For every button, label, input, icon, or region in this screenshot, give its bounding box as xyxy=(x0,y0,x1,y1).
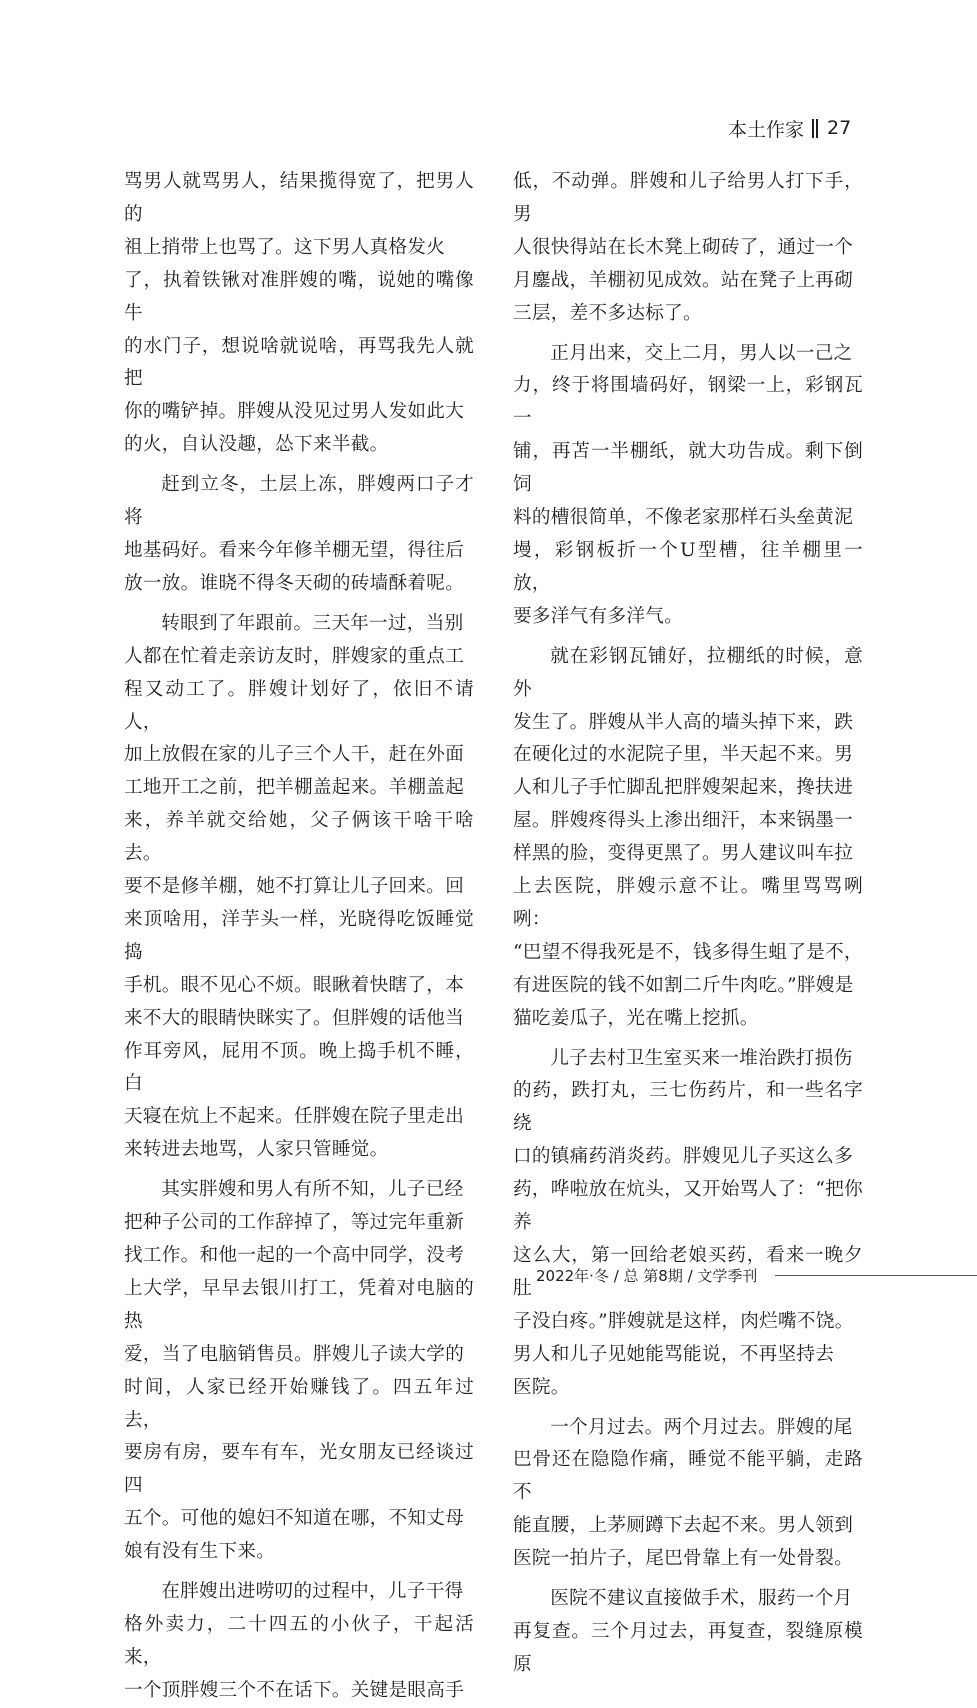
paragraph: 转眼到了年跟前。三天年一过，当别 人都在忙着走亲访友时，胖嫂家的重点工 程又动工了。胖嫂计划好了，依旧不请人， 加上放假在家的儿子三个人干，赶在外面 工地开工之前，把羊棚盖起来。羊棚盖起 来，养羊就交给她，父子俩该干啥干啥去。 要不是修羊棚，她不打算让儿子回来。回 来顶啥用，洋芋头一样，光晓得吃饭睡觉捣 手机。眼不见心不烦。眼瞅着快瞎了，本 来不大的眼睛快眯实了。但胖嫂的话他当 作耳旁风，屁用不顶。晚上捣手机不睡，白 天寝在炕上不起来。任胖嫂在院子里走出 来转进去地骂，人家只管睡觉。 xyxy=(124,612,474,1161)
paragraph: 其实胖嫂和男人有所不知，儿子已经 把种子公司的工作辞掉了，等过完年重新 找工作。和他一起的一个高中同学，没考 上大学，早早去银川打工，凭着对电脑的热 爱，当了电脑销售员。胖嫂儿子读大学的 时间，人家已经开始赚钱了。四五年过去， 要房有房，要车有车，光女朋友已经谈过四 五个。可他的媳妇不知道在哪，不知丈母 娘有没有生下来。 xyxy=(124,1179,474,1563)
paragraph: 医院不建议直接做手术，服药一个月 再复查。三个月过去，再复查，裂缝原模原 xyxy=(513,1588,863,1675)
header-separator xyxy=(812,119,818,138)
paragraph: 正月出来，交上二月，男人以一己之 力，终于将围墙码好，钢梁一上，彩钢瓦一 铺，再苫一半棚纸，就大功告成。剩下倒饲 料的槽很简单，不像老家那样石头垒黄泥 墁，彩钢板折一个U型槽，往羊棚里一放， 要多洋气有多洋气。 xyxy=(513,342,863,627)
left-column xyxy=(124,166,474,1708)
section-title: 本土作家 xyxy=(728,118,805,141)
paragraph: 就在彩钢瓦铺好，拉棚纸的时候，意外 发生了。胖嫂从半人高的墙头掉下来，跌 在硬化过的水泥院子里，半天起不来。男 人和儿子手忙脚乱把胖嫂架起来，搀扶进 屋。胖嫂疼得头上渗出细汗，本来锅墨一 样黑的脸，变得更黑了。男人建议叫车拉 上去医院，胖嫂示意不让。嘴里骂骂咧咧： “巴望不得我死是不，钱多得生蛆了是不， 有进医院的钱不如割二斤牛肉吃。”胖嫂是 猫吃姜瓜子，光在嘴上挖抓。 xyxy=(513,645,863,1029)
footer-rule xyxy=(775,1275,977,1276)
paragraph: 赶到立冬，土层上冻，胖嫂两口子才将 地基码好。看来今年修羊棚无望，得往后 放一放。谁晓不得冬天砌的砖墙酥着呢。 xyxy=(124,474,474,594)
page-number: 27 xyxy=(827,117,852,139)
paragraph: 儿子去村卫生室买来一堆治跌打损伤 的药，跌打丸，三七伤药片，和一些名字绕 口的镇痛药消炎药。胖嫂见儿子买这么多 药，哗啦放在炕头，又开始骂人了：“把你养 这么大，第一回给老娘买药，看来一晚夕肚 子没白疼。”胖嫂就是这样，肉烂嘴不饶。 男人和儿子见她能骂能说，不再坚持去 医院。 xyxy=(513,1047,863,1398)
paragraph: 在胖嫂出进唠叨的过程中，儿子干得 格外卖力，二十四五的小伙子，干起活来， 一个顶胖嫂三个不在话下。关键是眼高手 xyxy=(124,1581,474,1701)
paragraph: 骂男人就骂男人，结果揽得宽了，把男人的 祖上捎带上也骂了。这下男人真格发火 了，执着铁锹对准胖嫂的嘴，说她的嘴像牛 的水门子，想说啥就说啥，再骂我先人就把 你的嘴铲掉。胖嫂从没见过男人发如此大 的火，自认没趣，怂下来半截。 xyxy=(124,171,474,456)
running-header xyxy=(728,113,888,143)
issue-info: 2022年·冬 / 总 第8期 / 文学季刊 xyxy=(536,1266,758,1285)
paragraph: 一个月过去。两个月过去。胖嫂的尾 巴骨还在隐隐作痛，睡觉不能平躺，走路不 能直腰，上茅厕蹲下去起不来。男人领到 医院一拍片子，尾巴骨靠上有一处骨裂。 xyxy=(513,1416,863,1570)
paragraph: 低，不动弹。胖嫂和儿子给男人打下手，男 人很快得站在长木凳上砌砖了，通过一个 月鏖战，羊棚初见成效。站在凳子上再砌 三层，差不多达标了。 xyxy=(513,171,863,324)
right-column xyxy=(513,166,863,1682)
running-footer xyxy=(536,1262,977,1288)
